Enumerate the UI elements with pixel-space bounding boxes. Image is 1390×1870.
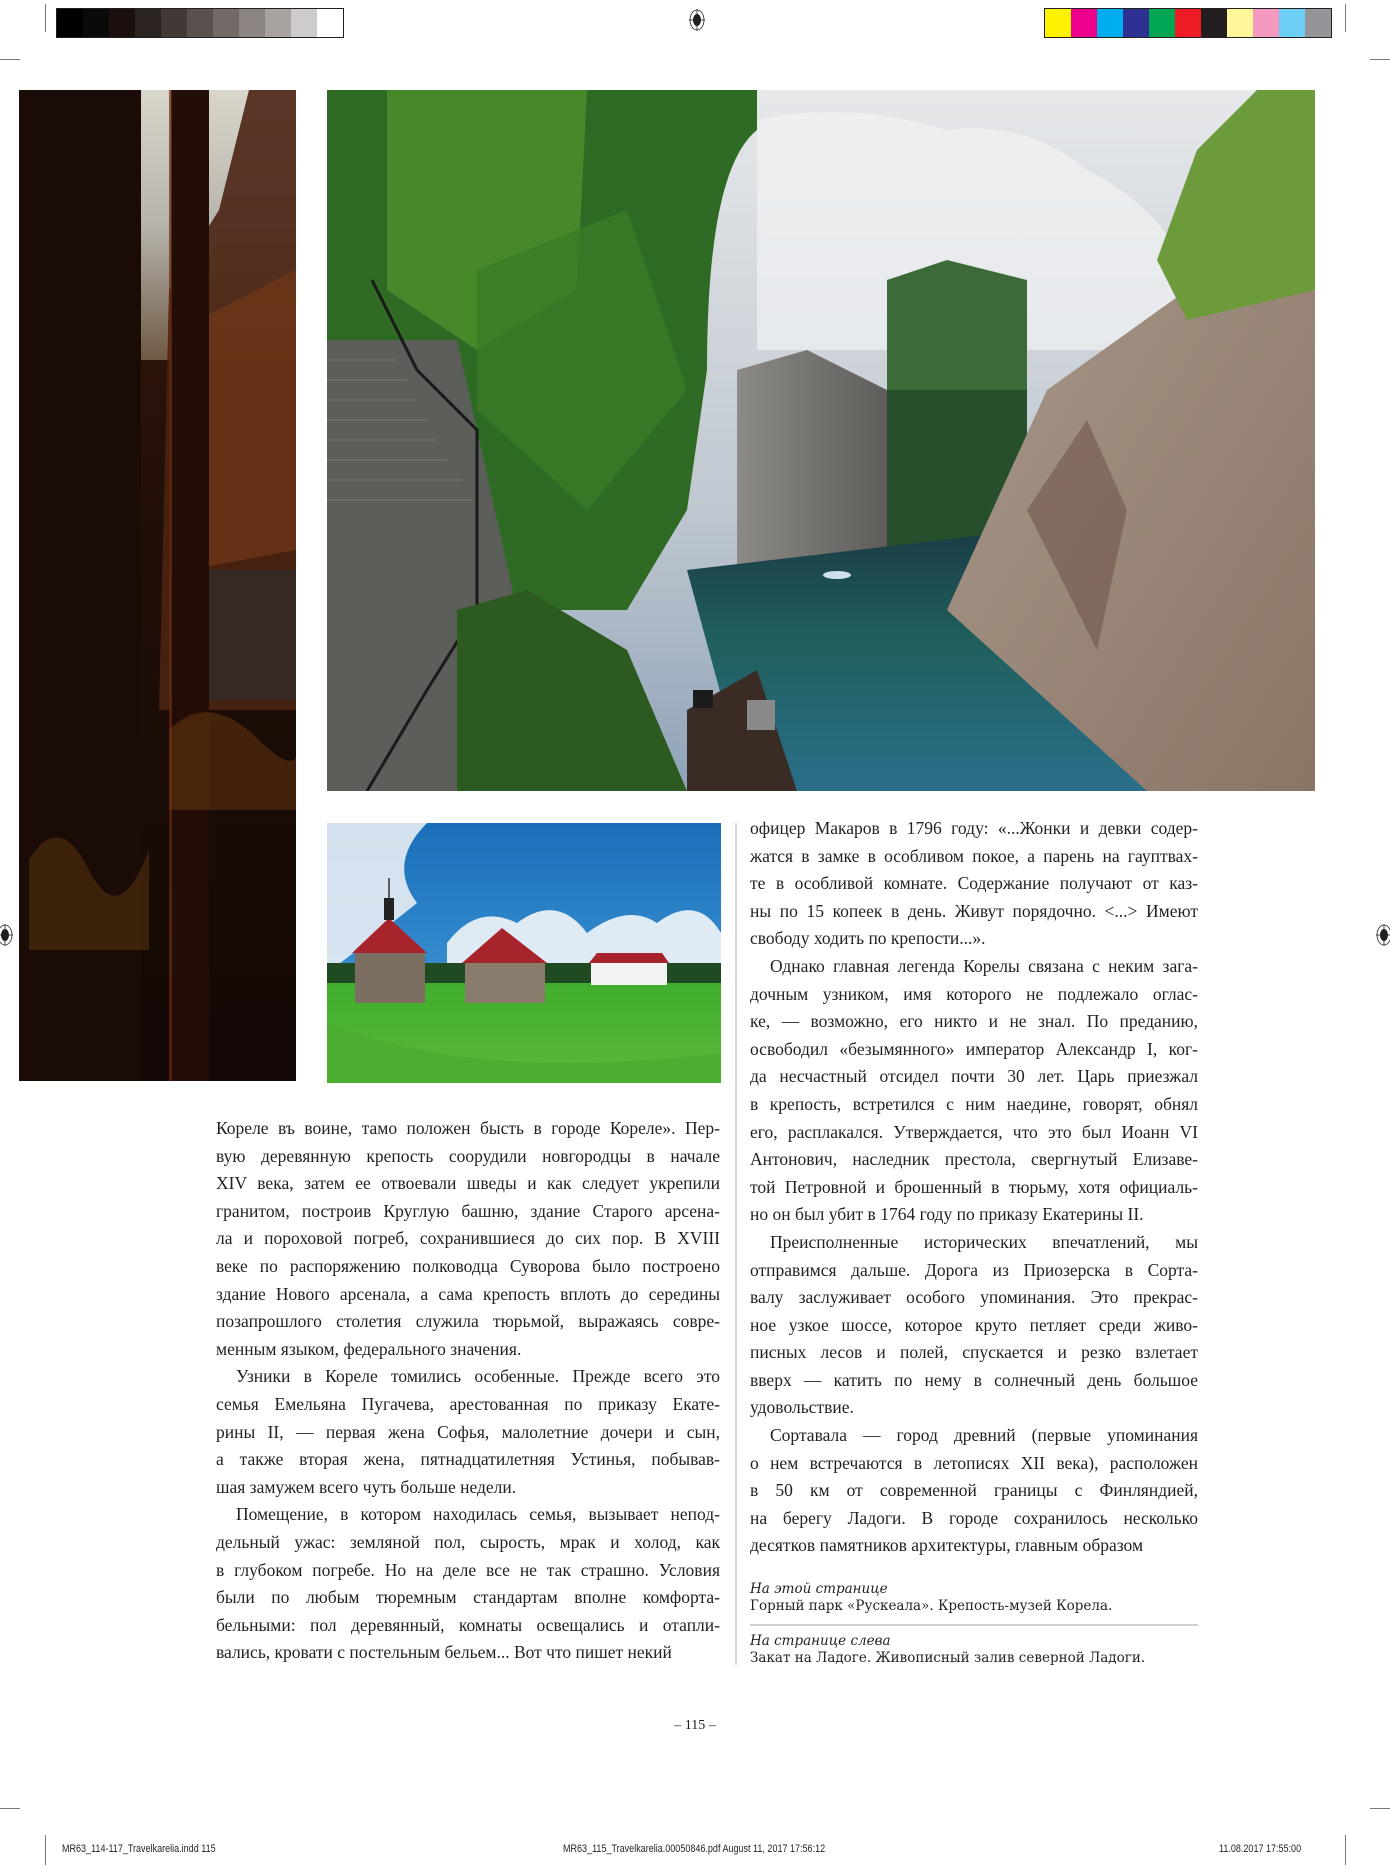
color-swatch — [1305, 9, 1331, 37]
text-line: свободу ходить по крепости...». — [750, 928, 986, 949]
gray-swatch — [83, 9, 109, 37]
gray-swatch — [135, 9, 161, 37]
caption-label-this-page: На этой странице — [750, 1581, 888, 1597]
text-line: веке по распоряжению полководца Суворова было построено — [216, 1255, 720, 1276]
text-line: ны по 15 копеек в день. Живут порядочно. <...> Имеют — [750, 900, 1198, 921]
color-swatch — [1253, 9, 1279, 37]
sunset-forest-photo — [19, 90, 296, 1081]
trim-mark — [1345, 4, 1346, 32]
text-line: бельными: пол деревянный, комнаты освещались и отапли- — [216, 1614, 720, 1635]
article-paragraph — [750, 1422, 1198, 1560]
text-line: рины II, — первая жена Софья, малолетние дочери и сын, — [216, 1421, 720, 1442]
trim-mark — [1370, 59, 1390, 60]
text-line: те в особливой комнате. Содержание получают от каз- — [750, 873, 1198, 894]
text-line: но он был убит в 1764 году по приказу Екатерины II. — [750, 1204, 1144, 1225]
gray-swatch — [187, 9, 213, 37]
color-swatch — [1279, 9, 1305, 37]
footer-pdf-info: MR63_115_Travelkarelia.00050846.pdf August 11, 2017 17:56:12 — [563, 1843, 826, 1855]
text-line: в 50 км от современной границы с Финляндией, — [750, 1480, 1198, 1501]
trim-mark — [45, 1835, 46, 1865]
registration-mark-top-icon — [689, 9, 705, 31]
gray-swatch — [213, 9, 239, 37]
trim-mark — [0, 59, 20, 60]
text-line: семья Емельяна Пугачева, арестованная по приказу Екате- — [216, 1393, 720, 1414]
article-paragraph — [216, 1363, 720, 1501]
text-line: освободил «безымянного» император Александр I, ког- — [750, 1038, 1198, 1059]
text-line: вверх — катить по нему в солнечный день большое — [750, 1369, 1198, 1390]
gray-swatch — [239, 9, 265, 37]
text-line: дочным узником, имя которого не подлежало оглас- — [750, 983, 1198, 1004]
color-swatch — [1123, 9, 1149, 37]
footer-timestamp: 11.08.2017 17:55:00 — [1219, 1843, 1302, 1855]
text-line: офицер Макаров в 1796 году: «...Жонки и девки содер- — [750, 818, 1198, 838]
text-line: десятков памятников архитектуры, главным образом — [750, 1535, 1144, 1556]
text-line: Сортавала — город древний (первые упоминания — [770, 1425, 1198, 1446]
color-swatch — [1097, 9, 1123, 37]
registration-mark-right-icon — [1376, 924, 1390, 946]
article-left-column — [216, 1115, 720, 1667]
gray-swatch — [57, 9, 83, 37]
color-swatch — [1175, 9, 1201, 37]
text-line: той Петровной и брошенный в тюрьму, хотя официаль- — [750, 1176, 1198, 1197]
text-line: Кореле въ воине, тамо положен бысть в городе Кореле». Пер- — [216, 1118, 720, 1138]
caption-text-this-page: Горный парк «Рускеала». Крепость-музей Корела. — [750, 1598, 1113, 1614]
text-line: Узники в Кореле томились особенные. Прежде всего это — [236, 1366, 720, 1387]
footer-file-name: MR63_114-117_Travelkarelia.indd 115 — [62, 1843, 216, 1855]
text-line: отправимся дальше. Дорога из Приозерска в Сорта- — [750, 1259, 1198, 1280]
text-line: Однако главная легенда Корелы связана с неким зага- — [770, 955, 1198, 976]
text-line: его, расплакался. Утверждается, что это был Иоанн VI — [750, 1121, 1198, 1142]
text-line: Антонович, наследник престола, свергнутый Елизаве- — [750, 1149, 1198, 1170]
gray-swatch — [109, 9, 135, 37]
text-line: валу заслуживает особого упоминания. Это прекрас- — [750, 1287, 1198, 1308]
text-line: в глубоком погребе. Но на деле все не так страшно. Условия — [216, 1559, 720, 1580]
text-line: XIV века, затем ее отвоевали шведы и как следует укрепили — [216, 1173, 720, 1194]
gray-swatch — [291, 9, 317, 37]
text-line: здание Нового арсенала, а сама крепость вплоть до середины — [216, 1283, 720, 1304]
text-line: гранитом, построив Круглую башню, здание Старого арсена- — [216, 1200, 720, 1221]
caption-text-left-page: Закат на Ладоге. Живописный залив северной Ладоги. — [750, 1650, 1146, 1666]
registration-mark-left-icon — [0, 924, 13, 946]
photo-captions — [750, 1581, 1198, 1667]
gray-swatch — [317, 9, 343, 37]
text-line: дельный ужас: земляной пол, сырость, мрак и холод, как — [216, 1531, 720, 1552]
text-line: Помещение, в котором находилась семья, вызывает непод- — [236, 1504, 720, 1525]
caption-divider — [750, 1624, 1198, 1626]
article-paragraph — [216, 1501, 720, 1667]
color-calibration-bar — [1044, 8, 1332, 38]
text-line: ке, — возможно, его никто и не знал. По преданию, — [750, 1011, 1198, 1032]
gray-swatch — [161, 9, 187, 37]
text-line: были по любым тюремным стандартам вполне комфорта- — [216, 1587, 720, 1608]
grayscale-calibration-bar — [56, 8, 344, 38]
article-paragraph — [750, 815, 1198, 953]
article-right-column — [750, 815, 1198, 1560]
color-swatch — [1201, 9, 1227, 37]
text-line: вую деревянную крепость соорудили новгородцы в начале — [216, 1145, 720, 1166]
color-swatch — [1149, 9, 1175, 37]
text-line: ла и пороховой погреб, сохранившиеся до сих пор. В XVIII — [216, 1228, 720, 1249]
text-line: шая замужем всего чуть больше недели. — [216, 1476, 517, 1497]
trim-mark — [0, 1808, 20, 1809]
text-line: ное узкое шоссе, которое круто петляет среди живо- — [750, 1314, 1198, 1335]
text-line: а также вторая жена, пятнадцатилетняя Устинья, побывав- — [216, 1449, 720, 1470]
text-line: да несчастный отсидел почти 30 лет. Царь приезжал — [750, 1066, 1198, 1087]
color-swatch — [1045, 9, 1071, 37]
text-line: жатся в замке в особливом покое, а парень на гауптвах- — [750, 845, 1198, 866]
trim-mark — [1370, 1808, 1390, 1809]
color-swatch — [1071, 9, 1097, 37]
text-line: вались, кровати с постельным бельем... Вот что пишет некий — [216, 1642, 672, 1663]
text-line: менным языком, федерального значения. — [216, 1338, 522, 1359]
text-line: в крепость, встретился с ним наедине, говорят, обнял — [750, 1093, 1198, 1114]
text-line: о нем встречаются в летописях XII века), расположен — [750, 1452, 1198, 1473]
page-number: – 115 – — [674, 1718, 716, 1733]
korela-fortress-photo — [327, 823, 721, 1083]
column-divider — [735, 823, 737, 1665]
caption-label-left-page: На странице слева — [750, 1633, 891, 1649]
trim-mark — [1345, 1835, 1346, 1865]
text-line: писных лесов и полей, спускается и резко взлетает — [750, 1342, 1198, 1363]
gray-swatch — [265, 9, 291, 37]
article-paragraph — [750, 953, 1198, 1229]
text-line: на берегу Ладоги. В городе сохранилось несколько — [750, 1507, 1198, 1528]
color-swatch — [1227, 9, 1253, 37]
text-line: Преисполненные исторических впечатлений, мы — [770, 1231, 1198, 1252]
article-paragraph — [216, 1115, 720, 1363]
ruskeala-canyon-photo — [327, 90, 1315, 791]
text-line: позапрошлого столетия служила тюрьмой, выражаясь совре- — [216, 1311, 720, 1332]
article-paragraph — [750, 1229, 1198, 1422]
text-line: удовольствие. — [750, 1397, 854, 1418]
trim-mark — [45, 4, 46, 32]
